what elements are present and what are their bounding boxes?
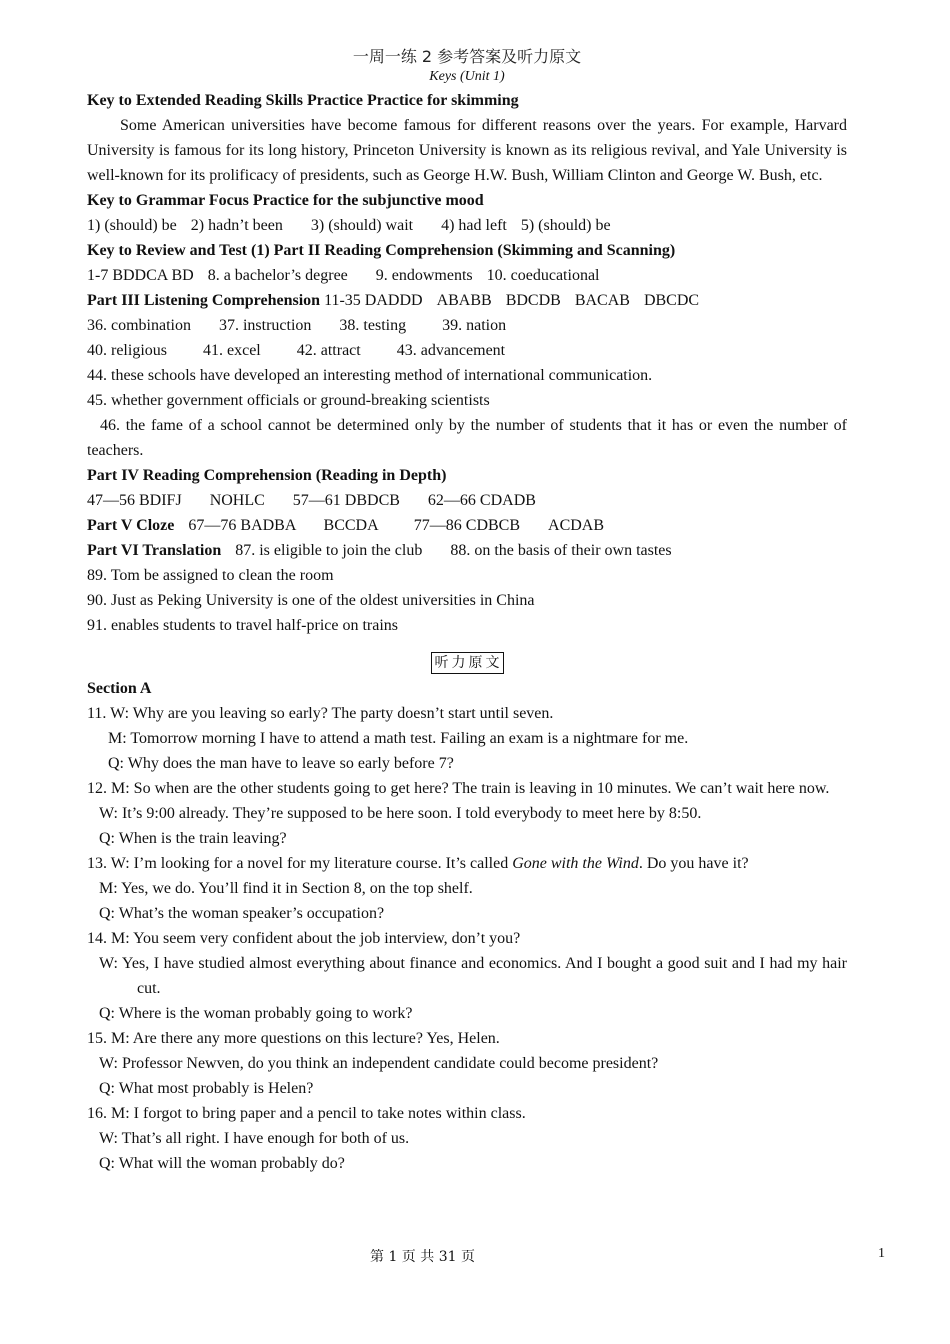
q14-man: 14. M: You seem very confident about the job interview, don’t you?: [87, 930, 521, 947]
page-footer: 第 1 页 共 31 页: [370, 1249, 475, 1265]
document-page: [87, 46, 847, 1176]
q16-question: Q: What will the woman probably do?: [99, 1155, 345, 1172]
part3-answers: [87, 288, 847, 313]
answer-item: 37. instruction: [218, 317, 312, 334]
part6-answers: [87, 538, 847, 563]
answer-item: NOHLC: [209, 492, 265, 509]
answer-item: 38. testing: [339, 317, 407, 334]
transcript-title-wrap: [87, 652, 847, 674]
q13-book-title: Gone with the Wind: [512, 855, 639, 872]
answer-item: 57—61 DBDCB: [292, 492, 400, 509]
answer-item: BDCDB: [505, 292, 561, 309]
grammar-answer: 3) (should) wait: [310, 217, 414, 234]
q16-man: 16. M: I forgot to bring paper and a pencil to take notes within class.: [87, 1105, 526, 1122]
grammar-answer: 5) (should) be: [520, 217, 611, 234]
q14-woman: W: Yes, I have studied almost everything about finance and economics. And I bought a good suit and I had my hair cut.: [99, 955, 847, 997]
answer-item: 42. attract: [296, 342, 361, 359]
q13-man: M: Yes, we do. You’ll find it in Section 8, on the top shelf.: [99, 880, 473, 897]
answer-45: 45. whether government officials or ground-breaking scientists: [87, 392, 490, 409]
answer-item: 10. coeducational: [486, 267, 600, 284]
answer-item: 87. is eligible to join the club: [235, 542, 423, 559]
q12-question: Q: When is the train leaving?: [99, 830, 287, 847]
part4-heading: Part IV Reading Comprehension (Reading in Depth): [87, 467, 447, 484]
answer-item: ABABB: [436, 292, 492, 309]
answer-item: 62—66 CDADB: [427, 492, 536, 509]
q16-woman: W: That’s all right. I have enough for both of us.: [99, 1130, 410, 1147]
answer-item: 67—76 BADBA: [188, 517, 296, 534]
q12-woman: W: It’s 9:00 already. They’re supposed to be here soon. I told everybody to meet here by 8:50.: [99, 805, 702, 822]
answer-46: 46. the fame of a school cannot be determined only by the number of students that it has or even the number of teachers.: [87, 417, 847, 459]
answer-item: 9. endowments: [375, 267, 473, 284]
part5-answers: [87, 513, 847, 538]
page-number: 1: [878, 1246, 885, 1261]
answer-item: ACDAB: [548, 517, 605, 534]
part5-heading: Part V Cloze: [87, 517, 175, 534]
reading-paragraph: Some American universities have become famous for different reasons over the years. For example, Harvard University is famous for its long history, Princeton University is known as its religious revival, and Yale University is well-known for its prolificacy of presidents, such as George H.W. Bush, William Clinton and George W. Bush, etc.: [87, 117, 847, 184]
document-title: 一周一练 2 参考答案及听力原文: [352, 47, 582, 66]
q13-woman-text-end: . Do you have it?: [638, 855, 749, 872]
transcript-title: 听力原文: [431, 652, 504, 674]
q11-question: Q: Why does the man have to leave so early before 7?: [108, 755, 454, 772]
q14-question: Q: Where is the woman probably going to work?: [99, 1005, 413, 1022]
answer-item: BCCDA: [323, 517, 378, 534]
answer-item: 1-7 BDDCA BD: [87, 267, 194, 284]
answer-item: BACAB: [574, 292, 630, 309]
part4-answers: [87, 488, 847, 513]
document-subtitle: Keys (Unit 1): [429, 69, 505, 84]
answer-item: DBCDC: [643, 292, 700, 309]
section-label: Section A: [87, 680, 152, 697]
answer-item: 47—56 BDIFJ: [87, 492, 182, 509]
grammar-answer: 4) had left: [441, 217, 507, 234]
part3-row1: [87, 313, 847, 338]
q15-question: Q: What most probably is Helen?: [99, 1080, 314, 1097]
answer-item: 77—86 CDBCB: [413, 517, 521, 534]
q15-man: 15. M: Are there any more questions on this lecture? Yes, Helen.: [87, 1030, 500, 1047]
reading-heading: Key to Extended Reading Skills Practice Practice for skimming: [87, 92, 519, 109]
q13-question: Q: What’s the woman speaker’s occupation?: [99, 905, 385, 922]
q11-woman: 11. W: Why are you leaving so early? The party doesn’t start until seven.: [87, 705, 554, 722]
part2-answers: [87, 263, 847, 288]
q12-man: 12. M: So when are the other students going to get here? The train is leaving in 10 minutes. We can’t wait here now.: [87, 780, 830, 797]
grammar-answer: 1) (should) be: [87, 217, 177, 234]
answer-item: 40. religious: [87, 342, 167, 359]
grammar-answers: [87, 213, 847, 238]
answer-item: 11-35 DADDD: [324, 292, 423, 309]
review-heading: Key to Review and Test (1) Part II Reading Comprehension (Skimming and Scanning): [87, 242, 676, 259]
answer-item: 88. on the basis of their own tastes: [450, 542, 672, 559]
answer-item: 43. advancement: [396, 342, 506, 359]
part3-heading: Part III Listening Comprehension: [87, 292, 321, 309]
answer-44: 44. these schools have developed an interesting method of international communication.: [87, 367, 653, 384]
part3-row2: [87, 338, 847, 363]
answer-item: 36. combination: [87, 317, 191, 334]
answer-item: 41. excel: [203, 342, 261, 359]
answer-91: 91. enables students to travel half-price on trains: [87, 617, 399, 634]
q11-man: M: Tomorrow morning I have to attend a math test. Failing an exam is a nightmare for me.: [108, 730, 689, 747]
q13-woman: [87, 851, 847, 876]
q15-woman: W: Professor Newven, do you think an independent candidate could become president?: [99, 1055, 659, 1072]
answer-item: 8. a bachelor’s degree: [207, 267, 348, 284]
answer-89: 89. Tom be assigned to clean the room: [87, 567, 334, 584]
grammar-answer: 2) hadn’t been: [190, 217, 283, 234]
grammar-heading: Key to Grammar Focus Practice for the subjunctive mood: [87, 192, 484, 209]
answer-90: 90. Just as Peking University is one of the oldest universities in China: [87, 592, 535, 609]
part6-heading: Part VI Translation: [87, 542, 222, 559]
q13-woman-text: 13. W: I’m looking for a novel for my literature course. It’s called: [87, 855, 513, 872]
answer-item: 39. nation: [442, 317, 507, 334]
